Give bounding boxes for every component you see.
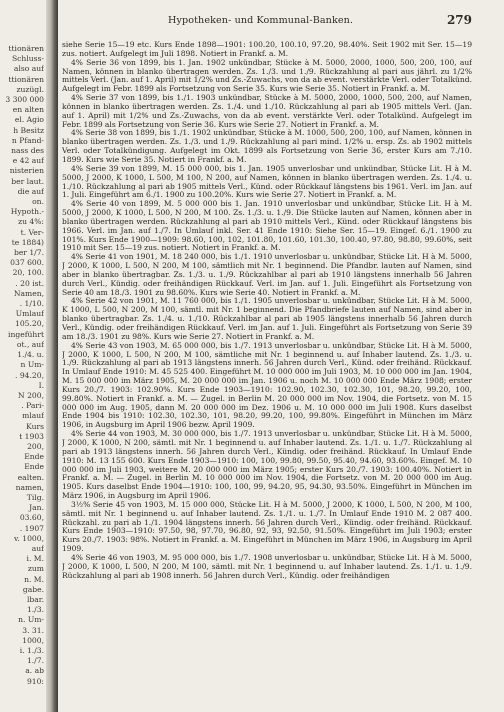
adjacent-page-line: t 1903 [19,431,44,441]
paragraph: 4% Serie 36 von 1899, bis 1. Jan. 1902 unkündbar, Stücke à M. 5000, 2000, 1000, 500, 200, 100, auf Namen, können in blanko übertragen werden. Zs. 1./3. und 1./9. Rückzahlung al pari aus jährl. zu 1/2% mittels Verl. (Jan. auf 1. April) mit 1/2% und Zs.-Zuwachs, von da ab event. verstärkte Verl. oder Totalkünd. Aufgelegt im Febr. 1899 als Fortsetzung von Serie 35. Kurs wie Serie 35. Notiert in Frankf. a. M. [62,57,472,94]
paragraph: 4% Serie 39 von 1899, M. 15 000 000, bis 1. Jan. 1905 unverlosbar und unkündbar, Stücke Lit. H à M. 5000, J 2000, K 1000, L 500, M 100, N 200, auf Namen, können in blanko übertragen werden. Zs. 1./4. u. 1./10. Rückzahlung al pari ab 1905 mittels Verl., Künd. oder Rückkauf längstens bis 1961. Verl. im Jan. auf 1. Juli. Eingeführt am 6./1. 1900 zu 100.20%. Kurs wie Serie 27. Notiert in Frankf. a. M. [62,163,472,200]
adjacent-page-line: mlauf [22,411,44,421]
adjacent-page-line: ber laut. [11,176,44,186]
adjacent-page-column [0,44,44,704]
adjacent-page-line: Hypoth.- [10,207,44,217]
adjacent-page-line: Kurs [26,421,44,431]
adjacent-page-line: Jan. [29,503,44,513]
adjacent-page-line: 1./7. [26,656,44,666]
adjacent-page-line: lbar. [26,594,44,604]
paragraph: 4% Serie 43 von 1903, M. 65 000 000, bis 1./7. 1913 unverlosbar u. unkündbar, Stücke Lit. H à M. 5000, J 2000, K 1000, L 500, N 200, M 100, sämtliche mit Nr. 1 beginnend u. auf Inhaber lautend. Zs. 1./3. u. 1./9. Rückzahlung al pari ab 1913 längstens innerh. 56 Jahren durch Verl., Künd. oder freihänd. Rückkauf. In Umlauf Ende 1910: M. 45 525 400. Eingeführt M. 10 000 000 im Juli 1903, M. 10 000 000 im Jan. 1904, M. 15 000 000 im März 1905, M. 20 000 000 im Jan. 1906 u. noch M. 10 000 000 Ende März 1908; erster Kurs 20./7. 1903: 102.90%. Kurs Ende 1903—1910: 102.90, 102.30, 102.30, 101, 98.20, 99.20, 100, 99.80%. Notiert in Frankf. a. M. — Zugel. in Berlin M. 20 000 000 im Nov. 1904, die Fortsetz. von M. 15 000 000 im Aug. 1905, dann M. 20 000 000 im Dez. 1906 u. M. 10 000 000 im Juli 1908. Kurs daselbst Ende 1904 bis 1910: 102.30, 102.30, 101, 98.20, 99.20, 100, 99.80%. Eingeführt in München im März 1906, in Augsburg im April 1906 bezw. April 1909. [62,340,472,430]
adjacent-page-line: h Besitz [13,125,44,135]
adjacent-page-line: e 42 auf [12,156,44,166]
adjacent-page-line: I. [38,380,44,390]
page-number: 279 [446,13,472,27]
adjacent-page-line: die auf [17,186,44,196]
adjacent-page-line: zu 4%: [18,217,44,227]
adjacent-page-line: gabe. [22,584,44,594]
paragraph: 3½% Serie 45 von 1903, M. 15 000 000, Stücke Lit. H à M. 5000, J 2000, K 1000, L 500, N 200, M 100, sämtl. mit Nr. 1 beginnend u. auf Inhaber lautend. Zs. 1./1. u. 1./7. In Umlauf Ende 1910 M. 2 087 400. Rückzahl. zu pari ab 1./1. 1904 längstens innerh. 56 Jahren durch Verl., Kündig. oder freihänd. Rückkauf. Kurs Ende 1903—1910: 97.50, 98, 97.70, 96.80, 92, 93, 92.50, 91.50%. Eingeführt im Juli 1903; erster Kurs 20./7. 1903: 98%. Notiert in Frankf. a. M. Eingeführt in München im März 1906, in Augsburg im April 1909. [62,499,472,554]
adjacent-page-line: on. [32,197,44,207]
adjacent-page-line: . Pari- [21,401,44,411]
paragraph: 4% Serie 41 von 1901, M. 18 240 000, bis 1./1. 1910 unverlosbar u. unkündbar, Stücke Lit. H à M. 5000, J 2000, K 1000, L 500, N 200, M 100, sämtlich mit Nr. 1 beginnend. Die Pfandbr. lauten auf Namen, sind aber in blanko übertragbar. Zs. 1./3. u. 1./9. Rückzahlbar al pari ab 1910 längstens innerhalb 56 Jahren durch Verl., Kündig. oder freihändigen Rückkauf. Verl. im Jan. auf 1. Juli. Eingeführt als Fortsetzung von Serie 40 am 18./3. 1901 zu 98.60%. Kurs wie Serie 40. Notiert in Frankf. a. M. [62,252,472,297]
adjacent-page-line: 200, [27,441,44,451]
adjacent-page-line: 1000, [22,635,44,645]
adjacent-page-line: 03.60, [19,513,44,523]
adjacent-page-line: n. M. [24,574,44,584]
adjacent-page-line: auf [31,543,44,553]
adjacent-page-line: . 94.20, [15,370,44,380]
adjacent-page-line: 3 300 000 [5,95,44,105]
adjacent-page-line: N 200, [18,390,44,400]
adjacent-page-line: Ende [24,452,44,462]
adjacent-page-line: v. 1000, [14,533,44,543]
adjacent-page-line: . 1907 [19,523,44,533]
adjacent-page-line: also auf [13,64,44,74]
adjacent-page-line: ttionären [8,44,44,53]
adjacent-page-line: Ende [24,462,44,472]
adjacent-page-line: Schluss- [11,54,44,64]
paragraph: 4% Serie 37 von 1899, bis 1./1. 1903 unkündbar, Stücke à M. 5000, 2000, 1000, 500, 200, auf Namen, können in blanko übertragen werden. Zs. 1./4. und 1./10. Rückzahlung al pari ab 1905 mittels Verl. (Jan. auf 1. April) mit 1/2% und Zs.-Zuwachs, von da ab event. verstärkte Verl. oder Totalkünd. Aufgelegt im Febr. 1899 als Fortsetzung von Serie 36. Kurs wie Serie 27. Notiert in Frankf. a. M. [62,93,472,129]
adjacent-page-line: ber 1/7. [13,248,44,258]
adjacent-page-line: Umlauf [15,309,44,319]
adjacent-page-line: 20, 100. [12,268,44,278]
adjacent-page-line: i. 1./3. [19,645,44,655]
adjacent-page-line: Tilg. [26,492,44,502]
book-gutter [46,0,58,712]
adjacent-page-line: n Um- [20,360,44,370]
adjacent-page-line: i. M. [26,554,44,564]
paragraph: 4% Serie 38 von 1899, bis 1./1. 1902 unkündbar, Stücke à M. 1000, 500, 200, 100, auf Namen, können in blanko übertragen werden. Zs. 1./3. und 1./9. Rückzahlung al pari mind. 1/2% u. ersp. Zs. ab 1902 mittels Verl. oder Totalkündigung. Aufgelegt im Okt. 1899 als Fortsetzung von Serie 36, erster Kurs am 7./10. 1899. Kurs wie Serie 35. Notiert in Frankf. a. M. [62,128,472,164]
adjacent-page-line: n. Um- [18,615,44,625]
adjacent-page-line: nass des [11,146,44,156]
paragraph: siehe Serie 15—19 etc. Kurs Ende 1898—1901: 100.20, 100.10, 97.20, 98.40%. Seit 1902 mit Ser. 15—19 zus. notiert. Aufgelegt im Juli 1898. Notiert in Frankf. a. M. [62,41,472,58]
adjacent-page-line: en alten [12,105,44,115]
main-text-column [62,41,472,709]
adjacent-page-line: 105.20, [15,319,44,329]
paragraph: 4% Serie 46 von 1903, M. 95 000 000, bis 1./7. 1908 unverlosbar u. unkündbar, Stücke Lit. H à M. 5000, J 2000, K 1000, L 500, N 200, M 100, sämtl. mit Nr. 1 beginnend u. auf Inhaber lautend. Zs. 1./1. u. 1./9. Rückzahlung al pari ab 1908 innerh. 56 Jahren durch Verl., Kündig. oder freihändigen [62,552,472,580]
adjacent-page-line: . 1/10. [19,299,44,309]
adjacent-page-line: 3. 31. [22,625,44,635]
adjacent-page-line: t. Ver- [20,227,44,237]
adjacent-page-line: ingeführt [8,329,44,339]
adjacent-page-line: a. ab [25,666,44,676]
paragraph: 4% Serie 44 von 1903, M. 30 000 000, bis 1./7. 1913 unverlosbar u. unkündbar, Stücke Lit. H à M. 5000, J 2000, K 1000, N 200, sämtl. mit Nr. 1 beginnend u. auf Inhaber lautend. Zs. 1./1. u. 1./7. Rückzahlung al pari ab 1913 längstens innerh. 56 Jahren durch Verl., Kündig. oder freihänd. Rückkauf. In Umlauf Ende 1910: M. 13 155 600. Kurs Ende 1903—1910: 100, 100, 99.80, 99.50, 95.40, 94.60, 93.60%. Eingef. M. 10 000 000 im Juli 1903, weitere M. 20 000 000 im März 1905; erster Kurs 20./7. 1903: 100.40%. Notiert in Frankf. a. M. — Zugel. in Berlin M. 10 000 000 im Nov. 1904, die Fortsetz. von M. 20 000 000 im Aug. 1905. Kurs daselbst Ende 1904—1910: 100, 100, 99, 94.20, 95, 94.30, 93.50%. Eingeführt in München im März 1906, in Augsburg im April 1906. [62,429,472,501]
paragraph: 4% Serie 40 von 1899, M. 5 000 000 bis 1. Jan. 1910 unverlosbar und unkündbar, Stücke Lit. H à M. 5000, J 2000, K 1000, L 500, N 200, M 100. Zs. 1./3. u. 1./9. Die Stücke lauten auf Namen, können aber in blanko übertragen werden. Rückzahlung al pari ab 1910 mittels Verl., Künd. oder Rückkauf längstens bis 1966. Verl. im Jan. auf 1./7. In Umlauf inkl. Ser. 41 Ende 1910: Siehe Ser. 15—19. Eingef. 6./1. 1900 zu 101%. Kurs Ende 1900—1909: 98.60, 100, 102, 101.80, 101.60, 101.30, 100.40, 97.80, 98.80, 99.60%, seit 1910 mit Ser. 15—19 zus. notiert. Notiert in Frankf. a. M. [62,199,472,253]
adjacent-page-line: 910: [26,676,44,686]
paragraph: 4% Serie 42 von 1901, M. 11 760 000, bis 1./1. 1905 unverlosbar u. unkündbar, Stücke Lit. H à M. 5000, K 1000, L 500, N 200, M 100, sämtl. mit Nr. 1 beginnend. Die Pfandbriefe lauten auf Namen, sind aber in blanko übertragbar. Zs. 1./4. u. 1./10. Rückzahlbar al pari ab 1905 längstens innerhalb 56 Jahren durch Verl., Kündig. oder freihändigen Rückkauf. Verl. im Jan. auf 1. Juli. Eingeführt als Fortsetzung von Serie 39 am 18./3. 1901 zu 98%. Kurs wie Serie 27. Notiert in Frankf. a. M. [62,296,472,341]
adjacent-page-line: namen, [15,482,44,492]
adjacent-page-line: ot., auf [16,339,44,349]
adjacent-page-line: el. Agio [14,115,44,125]
adjacent-page-line: 1./3. [26,605,44,615]
running-header-title: Hypotheken- und Kommunal-Banken. [168,15,354,26]
running-header [58,15,472,29]
adjacent-page-line: zuzügl. [16,84,44,94]
adjacent-page-line: . 20 ist. [15,278,44,288]
adjacent-page-line: ealten. [17,472,44,482]
adjacent-page-line: te 1884) [11,237,44,247]
adjacent-page-line: ttionären [8,74,44,84]
adjacent-page-line: Namen, [13,288,44,298]
adjacent-page-line: zum [27,564,44,574]
adjacent-page-line: nisterien [9,166,44,176]
adjacent-page-line: 037 600. [10,258,44,268]
adjacent-page-line: n Pfand- [11,135,44,145]
adjacent-page-line: 1./4. u. [17,350,44,360]
